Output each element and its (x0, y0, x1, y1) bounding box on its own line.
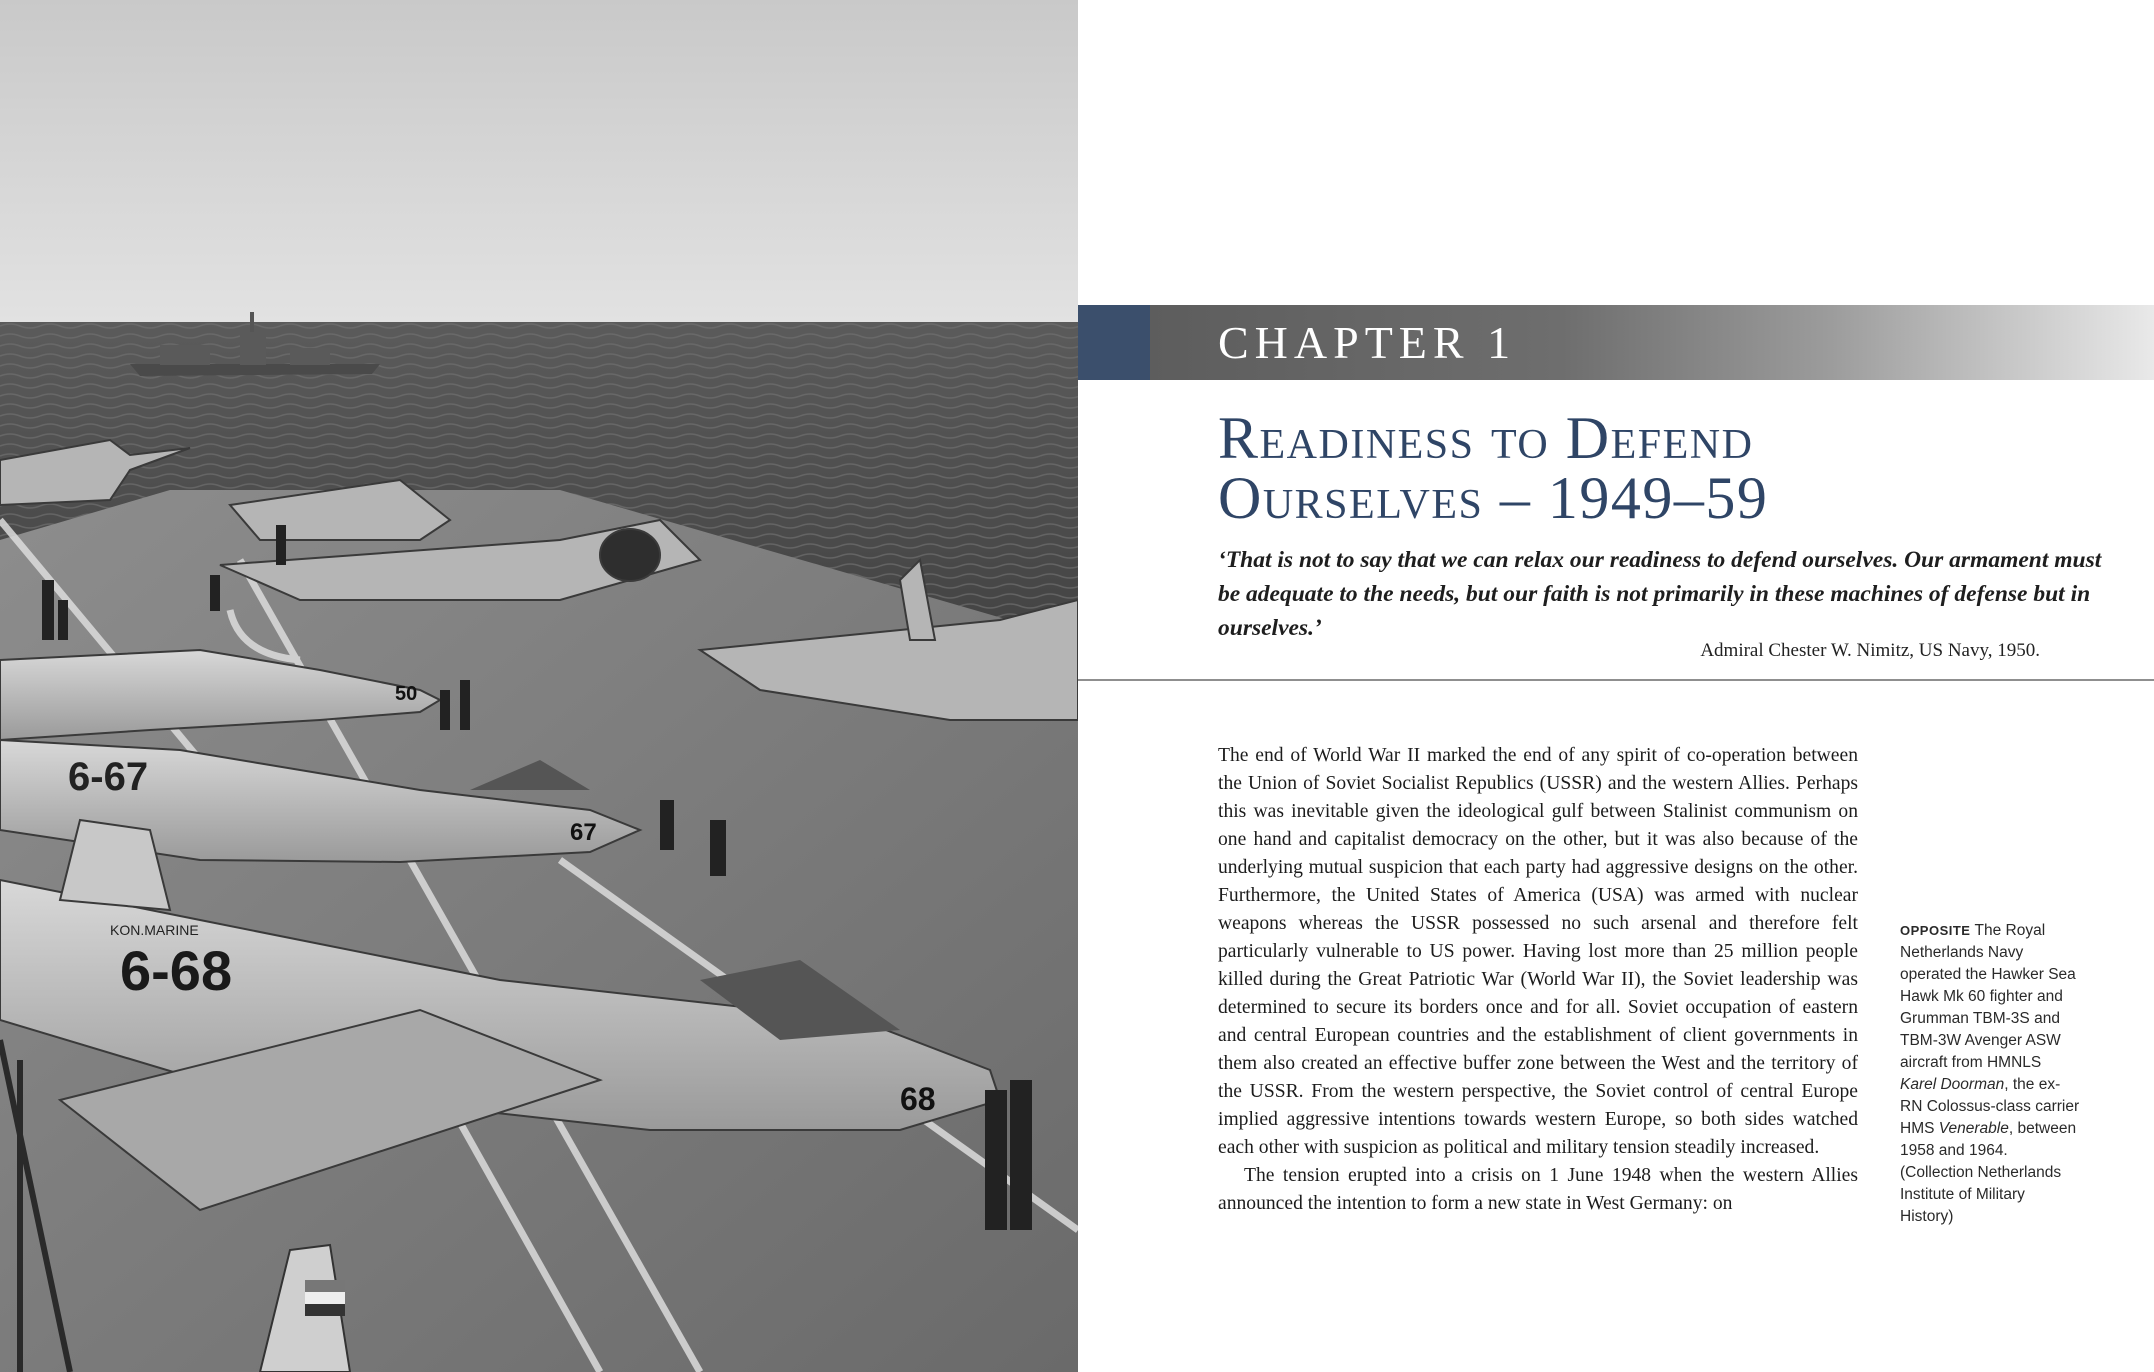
aircraft-number-67: 67 (570, 819, 597, 846)
caption-text: , between 1958 and 1964. (Collection Netherlands Institute of Military History) (1900, 1120, 2077, 1225)
chapter-title-line-2: Ourselves – 1949–59 (1218, 465, 1769, 531)
chapter-number: CHAPTER 1 (1218, 317, 1517, 368)
fin-lettering: KON.MARINE (110, 922, 199, 938)
caption-text: The Royal Netherlands Navy operated the Hawker Sea Hawk Mk 60 fighter and Grumman TBM-3S and TBM-3W Avenger ASW aircraft from HMNLS (1900, 922, 2076, 1071)
chapter-banner-block (1078, 305, 1150, 380)
body-paragraph: The end of World War II marked the end of any spirit of co-operation between the Union of Soviet Socialist Republics (USSR) and the western Allies. Perhaps this was inevitable given the ideological gulf between Stalinist communism on one hand and capitalist democracy on the other, but it was also because of the underlying mutual suspicion that each party had aggressive designs on the other. Furthermore, the United States of America (USA) was armed with nuclear weapons whereas the USSR possessed no such arsenal and therefore felt particularly vulnerable to US power. Having lost more than 25 million people killed during the Great Patriotic War (World War II), the Soviet leadership was determined to secure its borders once and for all. Soviet occupation of eastern and central European countries and the establishment of client governments in them also created an effective buffer zone between the West and the territory of the USSR. From the western perspective, the Soviet control of central Europe implied aggressive intentions towards western Europe, so both sides watched each other with suspicion as political and military tension steadily increased. (1218, 745, 1858, 1158)
chapter-title (1218, 405, 2118, 531)
aircraft-number-50: 50 (395, 683, 418, 705)
epigraph-attribution: Admiral Chester W. Nimitz, US Navy, 1950. (1700, 640, 2040, 661)
caption-ship-name: Venerable (1938, 1120, 2009, 1137)
aircraft-code-6-68: 6-68 (120, 939, 233, 1002)
caption-lead: OPPOSITE (1900, 923, 1971, 938)
aircraft-number-68: 68 (900, 1081, 936, 1117)
body-text (1218, 742, 1858, 1218)
body-paragraph: The tension erupted into a crisis on 1 June 1948 when the western Allies announced the intention to form a new state in West Germany: on (1218, 1165, 1858, 1214)
caption-ship-name: Karel Doorman (1900, 1076, 2005, 1093)
aircraft-code-6-67: 6-67 (68, 755, 149, 799)
section-divider (1078, 679, 2154, 681)
photo-caption (1900, 920, 2080, 1228)
epigraph-quote: ‘That is not to say that we can relax our readiness to defend ourselves. Our armament must be adequate to the needs, but our faith is not primarily in these machines of defense but in ourselves.’ (1218, 547, 2102, 641)
chapter-banner (1078, 305, 2154, 380)
caption-text: , the ex-RN Colossus-class carrier HMS (1900, 1076, 2080, 1137)
chapter-title-line-1: Readiness to Defend (1218, 405, 1754, 471)
